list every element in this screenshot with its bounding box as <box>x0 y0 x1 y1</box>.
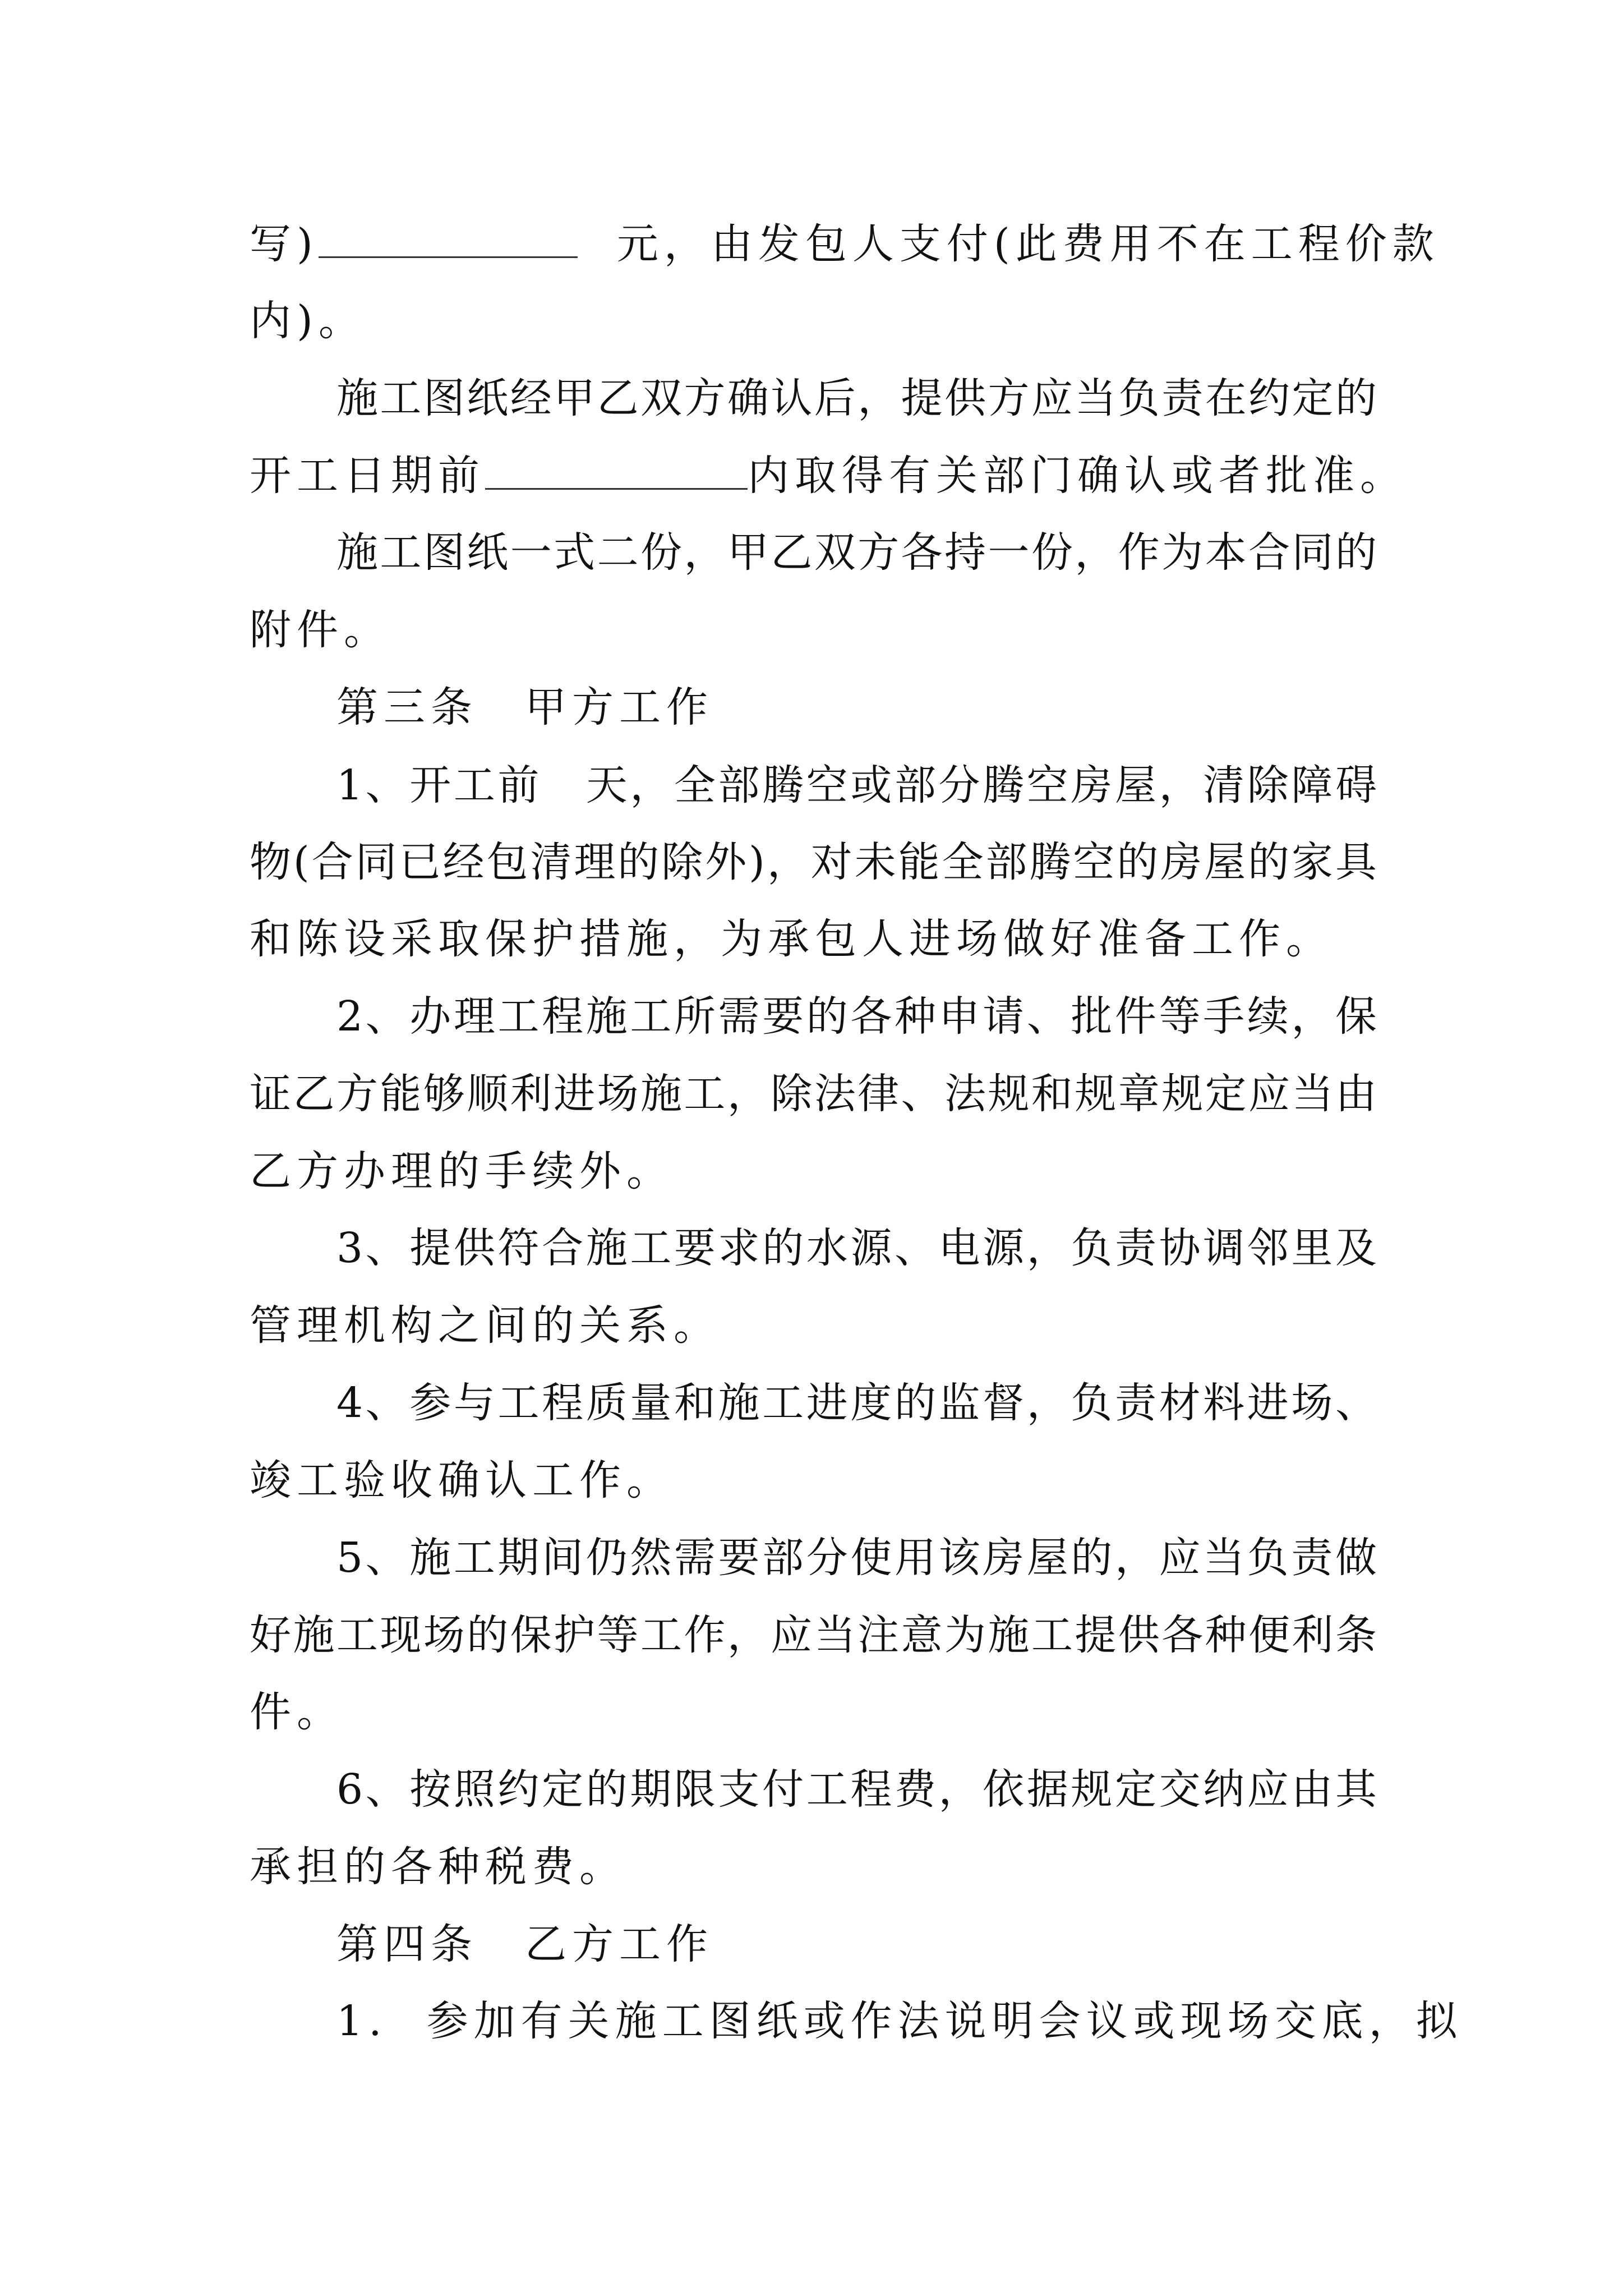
p1-line2: 内)。 <box>250 297 366 345</box>
article4-item1-line1 <box>336 1993 1463 2049</box>
p1-line1 <box>250 216 1440 272</box>
article3-item1-line1: 1、开工前 天，全部腾空或部分腾空房屋，清除障碍 <box>336 761 1377 809</box>
article3-item1-line2: 物(合同已经包清理的除外)，对未能全部腾空的房屋的家具 <box>250 838 1377 886</box>
p2-suffix: 内取得有关部门确认或者批准。 <box>748 452 1407 500</box>
p2-prefix: 开工日期前 <box>250 452 485 500</box>
p2-line1: 施工图纸经甲乙双方确认后，提供方应当负责在约定的 <box>336 374 1377 422</box>
article4-item1-number: 1. <box>336 1997 388 2045</box>
article3-item4-line2: 竣工验收确认工作。 <box>250 1456 674 1504</box>
article4-item1-text: 参加有关施工图纸或作法说明会议或现场交底，拟 <box>426 1997 1463 2045</box>
article3-item2-line2: 证乙方能够顺利进场施工，除法律、法规和规章规定应当由 <box>250 1070 1377 1118</box>
p3-line1: 施工图纸一式二份，甲乙双方各持一份，作为本合同的 <box>336 528 1377 577</box>
article3-item6-line1: 6、按照约定的期限支付工程费，依据规定交纳应由其 <box>336 1765 1377 1814</box>
article3-item5-line2: 好施工现场的保护等工作，应当注意为施工提供各种便利条 <box>250 1611 1377 1659</box>
amount-blank <box>319 217 578 258</box>
article-4-heading: 第四条 乙方工作 <box>336 1920 713 1968</box>
article3-item4-line1: 4、参与工程质量和施工进度的监督，负责材料进场、 <box>336 1379 1377 1427</box>
article3-item2-line1: 2、办理工程施工所需要的各种申请、批件等手续，保 <box>336 992 1377 1041</box>
p1-suffix: 元，由发包人支付(此费用不在工程价款 <box>616 220 1440 268</box>
article3-item3-line1: 3、提供符合施工要求的水源、电源，负责协调邻里及 <box>336 1224 1377 1272</box>
article3-item6-line2: 承担的各种税费。 <box>250 1843 626 1891</box>
article-3-heading: 第三条 甲方工作 <box>336 683 713 731</box>
p1-prefix: 写) <box>250 220 319 268</box>
p2-line2 <box>250 448 1407 504</box>
article3-item1-line3: 和陈设采取保护措施，为承包人进场做好准备工作。 <box>250 915 1333 963</box>
date-blank <box>485 449 748 490</box>
article3-item2-line3: 乙方办理的手续外。 <box>250 1147 674 1195</box>
article3-item3-line2: 管理机构之间的关系。 <box>250 1301 721 1350</box>
p3-line2: 附件。 <box>250 606 391 654</box>
article3-item5-line1: 5、施工期间仍然需要部分使用该房屋的，应当负责做 <box>336 1534 1377 1582</box>
article3-item5-line3: 件。 <box>250 1688 344 1736</box>
